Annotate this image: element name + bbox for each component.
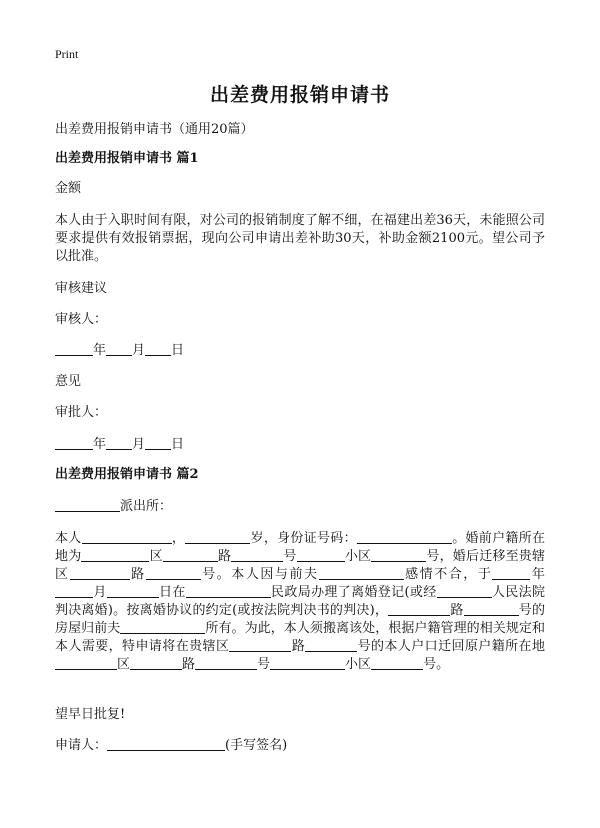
blank [297, 549, 345, 562]
blank [163, 549, 218, 562]
blank [55, 657, 117, 670]
signature-blank [107, 738, 225, 751]
blank [145, 343, 171, 356]
blank [371, 549, 426, 562]
review-date-line [55, 342, 545, 360]
text: 号的房屋归前夫 [55, 603, 545, 636]
blank [145, 437, 171, 450]
text: 小区 [344, 549, 372, 564]
text: 日在 [158, 585, 186, 600]
text: 号的本人户口迁回原户籍所在地 [357, 639, 545, 654]
blank [106, 343, 132, 356]
opinion-label: 意见 [55, 374, 82, 389]
day-label: 日 [171, 437, 185, 452]
text: 。婚前户籍所在地为 [55, 531, 545, 564]
blank [120, 621, 205, 634]
text: 岁，身份证号码： [250, 531, 357, 546]
section1-body: 本人由于入职时间有限，对公司的报销制度了解不细，在福建出差36天，未能照公司要求提供有效报销票据，现向公司申请出差补助30天，补助金额2100元。望公司予以批准。 [55, 213, 545, 264]
approval-date-line [55, 436, 545, 454]
applicant-line [55, 737, 545, 755]
blank [146, 567, 201, 580]
blank [305, 639, 357, 652]
section2-heading: 出差费用报销申请书 篇2 [55, 467, 199, 482]
blank [107, 585, 159, 598]
closing-line: 望早日批复! [55, 707, 126, 722]
document-title: 出差费用报销申请书 [209, 84, 390, 106]
text: 所有。为此，本人须搬离该处，根据户籍管理的相关规定和本人需要，特申请将在贵辖区 [55, 621, 545, 654]
month-label: 月 [132, 343, 146, 358]
text: 路 [450, 603, 464, 618]
applicant-label: 申请人： [55, 738, 108, 753]
blank [81, 549, 149, 562]
police-station-label: 派出所： [120, 499, 173, 514]
reviewer-label: 审核人： [55, 312, 108, 327]
year-label: 年 [93, 437, 107, 452]
subtitle: 出差费用报销申请书（通用20篇） [55, 122, 254, 137]
blank [70, 567, 130, 580]
text: 区 [117, 657, 131, 672]
text: 号 [257, 657, 271, 672]
amount-label: 金额 [55, 181, 82, 196]
blank [55, 343, 93, 356]
approver-label: 审批人： [55, 405, 108, 420]
text: 民政局办理了离婚登记(或经 [270, 585, 437, 600]
blank [231, 549, 283, 562]
text: 年 [530, 567, 545, 582]
blank [464, 603, 519, 616]
blank [55, 437, 93, 450]
text: 感情不合，于 [403, 567, 493, 582]
blank [55, 499, 120, 512]
blank [185, 531, 250, 544]
blank [319, 567, 404, 580]
text: 月 [93, 585, 107, 600]
blank [371, 657, 423, 670]
blank [55, 585, 93, 598]
text: ， [171, 531, 186, 546]
police-station-line [55, 498, 545, 516]
text: 人民法院判决离婚)。按离婚协议的约定(或按法院判决书的判决)， [55, 585, 545, 618]
print-link[interactable]: Print [55, 47, 79, 61]
text: 本人 [55, 531, 82, 546]
text: 路 [182, 657, 196, 672]
blank [357, 531, 452, 544]
blank [229, 639, 291, 652]
text: 号。 [423, 657, 450, 672]
section2-body [55, 530, 545, 674]
year-label: 年 [93, 343, 107, 358]
text: 路 [291, 639, 306, 654]
text: 区 [149, 549, 163, 564]
blank [492, 567, 530, 580]
text: 号 [283, 549, 297, 564]
day-label: 日 [171, 343, 185, 358]
blank [130, 657, 182, 670]
blank [195, 657, 257, 670]
blank [82, 531, 172, 544]
text: 路 [129, 567, 146, 582]
text: 小区 [345, 657, 372, 672]
text: 路 [217, 549, 232, 564]
review-suggestion-label: 审核建议 [55, 281, 108, 296]
text: 号，婚后迁移至贵辖区 [55, 549, 545, 582]
blank [186, 585, 271, 598]
section1-heading: 出差费用报销申请书 篇1 [55, 151, 199, 166]
blank [437, 585, 492, 598]
month-label: 月 [132, 437, 146, 452]
blank [270, 657, 345, 670]
text: 号。本人因与前夫 [200, 567, 319, 582]
signature-note: (手写签名) [225, 738, 288, 753]
blank [106, 437, 132, 450]
blank [388, 603, 450, 616]
